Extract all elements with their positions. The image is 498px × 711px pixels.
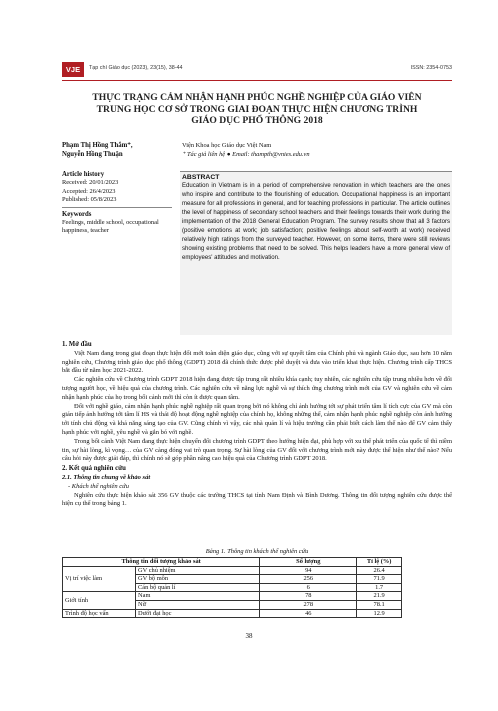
received-date: Received: 20/01/2023 bbox=[62, 179, 119, 187]
author-name: Phạm Thị Hồng Thắm⁺, bbox=[62, 142, 133, 149]
count-cell: 46 bbox=[260, 609, 357, 618]
divider bbox=[62, 207, 172, 208]
group-cell: Trình độ học vấn bbox=[63, 609, 136, 618]
abstract-box bbox=[180, 171, 452, 335]
paragraph: Các nghiên cứu về Chương trình GDPT 2018 hiện đang được tập trung rất nhiều khía cạnh; tuy nhiên, các nghiên cứu tập trung nhiều hơn về đổi tượng người học, về hiệu quả của chương trình. Các nghiên cứu về năng lực nghề và sự thích ứng chương trình mới của GV và nghiên cứu về cảm nhận hạnh phúc của họ trong bối cảnh mới thì còn ít được quan tâm. bbox=[62, 376, 452, 401]
section-heading: 1. Mở đầu bbox=[62, 341, 92, 348]
page-header bbox=[62, 62, 452, 77]
article-title bbox=[62, 92, 452, 127]
header-rule bbox=[62, 80, 452, 81]
article-info bbox=[62, 171, 172, 236]
group-cell: Vị trí việc làm bbox=[63, 566, 136, 592]
percent-cell: 1.7 bbox=[357, 583, 402, 592]
article-body bbox=[62, 340, 452, 509]
subsection-heading: 2.1. Thông tin chung về khảo sát bbox=[62, 473, 151, 481]
author-list bbox=[62, 141, 133, 159]
count-cell: 256 bbox=[260, 575, 357, 584]
abstract-text: Education in Vietnam is in a period of comprehensive renovation in which teachers are the ones who inspire and contribute to the flourishing of education. Occupational happiness is an important measure for all professions in general, and for teaching professions in particular. The article outlines the level of happiness of secondary school teachers and their feelings towards their work during the implementation of the 2018 General Education Program. The survey results show that all 3 factors (positive emotions at work; job satisfaction; positive feelings about self-worth at work) received relatively high ratings from the surveyed teacher. However, on some items, there were still reviews showing existing problems that need to be solved. This helps leaders have a more general view of employees' attitudes and motivation. bbox=[182, 183, 450, 262]
corresponding-author: ⁺ Tác giả liên hệ ● Email: thampth@vnies.edu.vn bbox=[182, 151, 310, 158]
abstract-heading: ABSTRACT bbox=[182, 174, 220, 181]
paragraph: Trong bối cảnh Việt Nam đang thực hiện chuyển đổi chương trình GDPT theo hướng hiện đại, phù hợp với xu thế phát triển của quốc tế thì niềm tin, sự hài lòng, kì vọng… của GV càng đóng vai trò quan trọng. Sự hài lòng của GV đối với chương trình mới này được thể hiện như thế nào? Nếu câu hỏi này được giải đáp, thì chính nó sẽ góp phần nâng cao hiệu quả của Chương trình GDPT 2018. bbox=[62, 437, 452, 463]
item-cell: Nữ bbox=[136, 600, 260, 609]
paragraph: Đối với nghề giáo, cảm nhận hạnh phúc nghề nghiệp rất quan trọng bởi nó không chỉ ảnh hưởng tới sự phát triển tâm lí tích cực của GV mà còn gián tiếp ảnh hưởng tới tâm lí HS và thái độ hoạt động nghề nghiệp của chính họ, không những thế, cảm nhận hạnh phúc nghề nghiệp còn ảnh hưởng tới tính chủ động và khả năng sáng tạo của GV. Cũng chính vì vậy, các nhà quản lí và hiệu trưởng cần phải biết cách làm thế nào để GV cảm thấy hạnh phúc với nghề, yêu nghề và gắn bó với nghề. bbox=[62, 402, 452, 436]
item-cell: Cán bộ quản lí bbox=[136, 583, 260, 592]
item-cell: Nam bbox=[136, 592, 260, 601]
history-heading: Article history bbox=[62, 171, 105, 178]
item-cell: GV bộ môn bbox=[136, 575, 260, 584]
table-caption: Bảng 1. Thông tin khách thể nghiên cứu bbox=[205, 548, 309, 555]
table-header-row bbox=[63, 558, 402, 567]
affiliation: Viện Khoa học Giáo dục Việt Nam bbox=[182, 142, 272, 149]
paragraph: Việt Nam đang trong giai đoạn thực hiện đổi mới toàn diện giáo dục, cũng với sự quyết tâm của Chính phủ và ngành Giáo dục, sau hơn 10 năm nghiên cứu, Chương trình giáo dục phổ thông (GDPT) 2018 đã chính thức được phê duyệt và đưa vào triển khai thực hiện. Chương trình cấp THCS bắt đầu từ năm học 2021-2022. bbox=[62, 349, 452, 375]
count-cell: 94 bbox=[260, 566, 357, 575]
percent-cell: 71.9 bbox=[357, 575, 402, 584]
table-row bbox=[63, 609, 402, 618]
keywords-heading: Keywords bbox=[62, 210, 92, 218]
item-cell: Dưới đại học bbox=[136, 609, 260, 618]
count-cell: 6 bbox=[260, 583, 357, 592]
item-cell: GV chủ nhiệm bbox=[136, 566, 260, 575]
accepted-date: Accepted: 26/4/2023 bbox=[62, 187, 116, 195]
section-heading: 2. Kết quả nghiên cứu bbox=[62, 465, 126, 473]
keywords-text: Feelings, middle school, occupational happiness, teacher bbox=[62, 219, 159, 235]
page-number: 38 bbox=[245, 632, 253, 640]
percent-cell: 12.9 bbox=[357, 609, 402, 618]
journal-citation: Tạp chí Giáo dục (2023), 23(15), 38-44 bbox=[89, 65, 183, 71]
column-header: Thông tin đối tượng khảo sát bbox=[63, 558, 260, 567]
issn: ISSN: 2354-0753 bbox=[410, 65, 452, 71]
percent-cell: 26.4 bbox=[357, 566, 402, 575]
subsubsection-heading: - Khách thể nghiên cứu bbox=[68, 482, 129, 490]
title-line: THỰC TRẠNG CẢM NHẬN HẠNH PHÚC NGHỀ NGHIỆP CỦA GIÁO VIÊN bbox=[92, 92, 422, 103]
published-date: Published: 05/8/2023 bbox=[62, 196, 117, 204]
title-line: GIÁO DỤC PHỔ THÔNG 2018 bbox=[191, 115, 323, 127]
count-cell: 278 bbox=[260, 600, 357, 609]
paragraph: Nghiên cứu thực hiện khảo sát 356 GV thuộc các trường THCS tại tỉnh Nam Định và Bình Dương. Thông tin đối tượng nghiên cứu được thể hiện cụ thể trong bảng 1. bbox=[62, 491, 452, 508]
journal-logo: VJE bbox=[62, 62, 84, 77]
column-header: Tỉ lệ (%) bbox=[357, 558, 402, 567]
affiliation-block bbox=[182, 141, 310, 159]
count-cell: 78 bbox=[260, 592, 357, 601]
author-name: Nguyễn Hồng Thuận bbox=[62, 151, 123, 158]
table-row bbox=[63, 566, 402, 575]
table-row bbox=[63, 592, 402, 601]
column-header: Số lượng bbox=[260, 558, 357, 567]
group-cell: Giới tính bbox=[63, 592, 136, 609]
participants-table bbox=[62, 557, 402, 618]
percent-cell: 21.9 bbox=[357, 592, 402, 601]
title-line: TRUNG HỌC CƠ SỞ TRONG GIAI ĐOẠN THỰC HIỆN CHƯƠNG TRÌNH bbox=[96, 103, 418, 115]
percent-cell: 78.1 bbox=[357, 600, 402, 609]
